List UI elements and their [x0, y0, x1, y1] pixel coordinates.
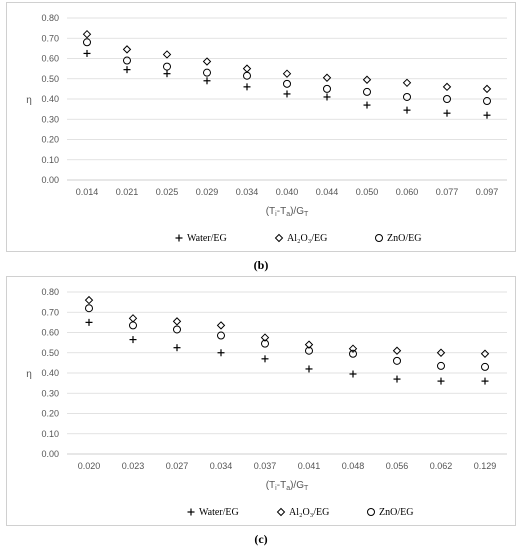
x-tick-label: 0.060 [395, 187, 419, 197]
data-point-diamond [484, 85, 491, 92]
y-tick-label: 0.50 [41, 347, 59, 358]
y-tick-label: 0.10 [41, 428, 59, 439]
x-tick-label: 0.034 [209, 461, 233, 471]
x-tick-label: 0.034 [235, 187, 259, 197]
data-point-circle [130, 322, 137, 329]
data-point-plus [130, 336, 137, 343]
data-point-plus [444, 110, 451, 117]
x-axis-label-subscript: T [303, 485, 309, 492]
x-tick-label: 0.021 [115, 187, 139, 197]
legend-marker-plus [188, 509, 195, 516]
legend-label: ZnO/EG [387, 233, 422, 244]
y-tick-label: 0.00 [41, 449, 59, 459]
caption-b: (b) [253, 258, 269, 272]
data-point-diamond [86, 297, 93, 304]
y-axis-label: η [26, 95, 32, 106]
x-axis-label-part: -T [276, 206, 287, 217]
data-point-circle [244, 72, 251, 79]
x-tick-label: 0.014 [75, 187, 99, 197]
legend-marker-diamond [278, 509, 285, 516]
x-axis-label-part: )/G [290, 206, 304, 217]
x-axis-label-part: -T [276, 480, 287, 491]
data-point-plus [394, 376, 401, 383]
data-point-circle [438, 362, 445, 369]
data-point-circle [394, 357, 401, 364]
x-axis-label-part: (T [265, 206, 276, 217]
data-point-diamond [404, 79, 411, 86]
y-tick-label: 0.70 [41, 307, 59, 318]
chart-b [7, 3, 517, 253]
x-axis-label-subscript: i [275, 485, 277, 492]
legend-label: Water/EG [187, 233, 227, 244]
y-tick-label: 0.70 [41, 33, 59, 44]
y-tick-label: 0.00 [41, 175, 59, 185]
data-point-circle [204, 69, 211, 76]
data-point-plus [204, 77, 211, 84]
data-point-plus [364, 102, 371, 109]
data-point-diamond [284, 70, 291, 77]
x-tick-label: 0.077 [435, 187, 459, 197]
chart-panel-c [6, 276, 516, 526]
data-point-plus [86, 319, 93, 326]
x-tick-label: 0.129 [473, 461, 497, 471]
series-diamond [86, 297, 489, 358]
x-tick-label: 0.062 [429, 461, 453, 471]
data-point-diamond [244, 65, 251, 72]
data-point-plus [404, 107, 411, 114]
data-point-plus [244, 83, 251, 90]
data-point-plus [124, 66, 131, 73]
y-tick-label: 0.20 [41, 408, 59, 419]
legend-marker-plus [176, 235, 183, 242]
data-point-circle [84, 39, 91, 46]
y-tick-label: 0.40 [41, 94, 59, 104]
data-point-plus [262, 355, 269, 362]
data-point-plus [174, 344, 181, 351]
x-tick-label: 0.027 [165, 461, 189, 471]
x-tick-label: 0.029 [195, 187, 219, 197]
legend-marker-diamond [276, 235, 283, 242]
data-point-circle [350, 350, 357, 357]
data-point-diamond [394, 347, 401, 354]
data-point-diamond [444, 83, 451, 90]
legend-label: Water/EG [199, 507, 239, 518]
series-circle [86, 305, 489, 371]
chart-panel-b [6, 2, 516, 252]
data-point-plus [164, 70, 171, 77]
legend-label: Al₂O₃/EG [289, 507, 330, 518]
data-point-diamond [124, 46, 131, 53]
y-tick-label: 0.20 [41, 134, 59, 145]
x-tick-label: 0.050 [355, 187, 379, 197]
x-tick-label: 0.048 [341, 461, 365, 471]
data-point-plus [482, 378, 489, 385]
data-point-circle [364, 88, 371, 95]
legend-marker-circle [376, 235, 383, 242]
x-tick-label: 0.041 [297, 461, 321, 471]
data-point-plus [284, 90, 291, 97]
y-tick-label: 0.60 [41, 53, 59, 64]
data-point-circle [124, 57, 131, 64]
y-tick-label: 0.50 [41, 73, 59, 84]
y-axis-label: η [26, 369, 32, 380]
x-axis-label-subscript: a [286, 211, 291, 218]
data-point-plus [218, 349, 225, 356]
data-point-plus [306, 365, 313, 372]
data-point-diamond [482, 350, 489, 357]
data-point-circle [284, 80, 291, 87]
y-tick-label: 0.40 [41, 368, 59, 378]
data-point-diamond [174, 318, 181, 325]
legend-marker-circle [368, 509, 375, 516]
legend-label: Al₂O₃/EG [287, 233, 328, 244]
x-axis-label-subscript: i [275, 211, 277, 218]
x-tick-label: 0.040 [275, 187, 299, 197]
x-axis-label-part: (T [265, 480, 276, 491]
x-tick-label: 0.056 [385, 461, 409, 471]
data-point-plus [84, 50, 91, 57]
data-point-circle [86, 305, 93, 312]
data-point-diamond [204, 58, 211, 65]
series-plus [86, 319, 489, 385]
x-tick-label: 0.023 [121, 461, 145, 471]
y-tick-label: 0.30 [41, 388, 59, 399]
x-tick-label: 0.020 [77, 461, 101, 471]
data-point-circle [218, 332, 225, 339]
x-axis-label-subscript: a [286, 485, 291, 492]
y-tick-label: 0.30 [41, 114, 59, 125]
legend-label: ZnO/EG [379, 507, 414, 518]
y-tick-label: 0.80 [41, 13, 59, 23]
data-point-diamond [218, 322, 225, 329]
data-point-diamond [84, 31, 91, 38]
data-point-plus [438, 378, 445, 385]
data-point-circle [482, 363, 489, 370]
y-tick-label: 0.60 [41, 327, 59, 338]
data-point-circle [404, 93, 411, 100]
data-point-diamond [364, 76, 371, 83]
data-point-plus [484, 112, 491, 119]
data-point-circle [164, 63, 171, 70]
series-plus [84, 50, 491, 119]
data-point-diamond [164, 51, 171, 58]
x-axis-label [266, 480, 309, 492]
x-axis-label-part: )/G [290, 480, 304, 491]
x-tick-label: 0.097 [475, 187, 499, 197]
data-point-plus [324, 93, 331, 100]
y-tick-label: 0.80 [41, 287, 59, 297]
x-axis-label-subscript: T [303, 211, 309, 218]
data-point-diamond [324, 74, 331, 81]
x-axis-label [266, 206, 309, 218]
data-point-circle [324, 85, 331, 92]
data-point-circle [174, 326, 181, 333]
chart-c [7, 277, 517, 527]
x-tick-label: 0.025 [155, 187, 179, 197]
x-tick-label: 0.044 [315, 187, 339, 197]
data-point-diamond [130, 315, 137, 322]
data-point-circle [484, 98, 491, 105]
caption-c: (c) [254, 532, 268, 546]
series-diamond [84, 31, 491, 93]
data-point-plus [350, 371, 357, 378]
y-tick-label: 0.10 [41, 154, 59, 165]
x-tick-label: 0.037 [253, 461, 277, 471]
